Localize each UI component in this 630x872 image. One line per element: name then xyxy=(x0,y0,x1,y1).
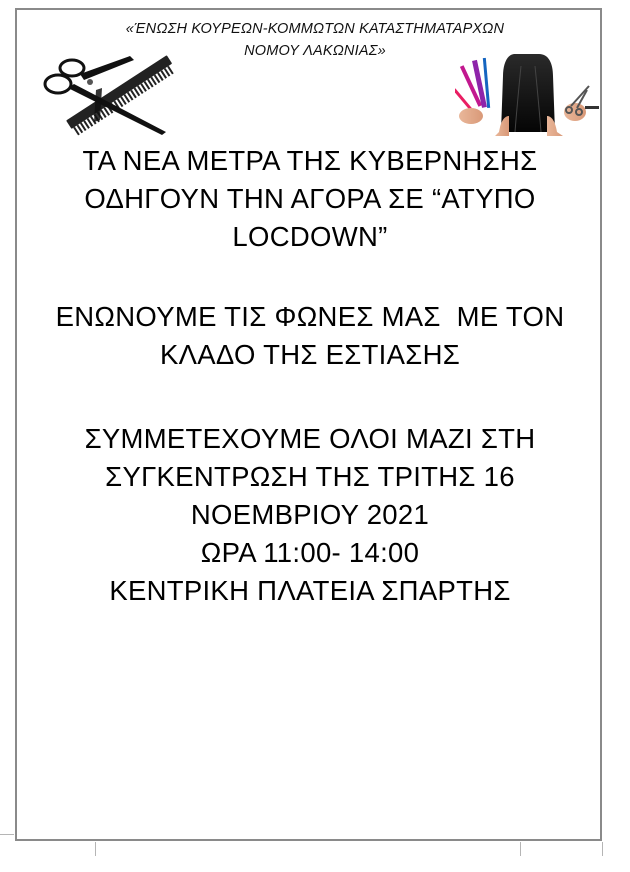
announcement-line: ΚΛΑΔΟ ΤΗΣ ΕΣΤΙΑΣΗΣ xyxy=(159,339,461,370)
announcement-line: ΤΑ ΝΕΑ ΜΕΤΡΑ ΤΗΣ ΚΥΒΕΡΝΗΣΗΣ xyxy=(82,145,538,176)
announcement-line: ΕΝΩΝΟΥΜΕ ΤΙΣ ΦΩΝΕΣ ΜΑΣ ΜΕ ΤΟΝ xyxy=(55,301,565,332)
announcement-line: ΩΡΑ 11:00- 14:00 xyxy=(200,537,420,568)
announcement-line: ΝΟΕΜΒΡΙΟΥ 2021 xyxy=(190,499,430,530)
hair-salon-image xyxy=(455,46,601,136)
announcement-block-1 xyxy=(30,142,590,256)
announcement-block-2 xyxy=(30,298,590,374)
announcement-line: LOCDOWN” xyxy=(232,221,388,252)
scissors-comb-icon xyxy=(38,50,190,138)
announcement-line: ΣΥΓΚΕΝΤΡΩΣΗ ΤΗΣ ΤΡΙΤΗΣ 16 xyxy=(105,461,515,492)
announcement-line: ΚΕΝΤΡΙΚΗ ΠΛΑΤΕΙΑ ΣΠΑΡΤΗΣ xyxy=(109,575,511,606)
crop-mark xyxy=(602,842,603,856)
crop-mark xyxy=(95,842,96,856)
announcement-line: ΟΔΗΓΟΥΝ ΤΗΝ ΑΓΟΡΑ ΣΕ “ΑΤΥΠΟ xyxy=(84,183,536,214)
announcement-line: ΣΥΜΜΕΤΕΧΟΥΜΕ ΟΛΟΙ ΜΑΖΙ ΣΤΗ xyxy=(84,423,536,454)
announcement-block-3 xyxy=(30,420,590,610)
crop-mark xyxy=(520,842,521,856)
header-line-1: «ΈΝΩΣΗ ΚΟΥΡΕΩΝ-ΚΟΜΜΩΤΩΝ ΚΑΤΑΣΤΗΜΑΤΑΡΧΩΝ xyxy=(125,21,505,37)
header-line-2: ΝΟΜΟΥ ΛΑΚΩΝΙΑΣ» xyxy=(244,43,386,59)
crop-mark xyxy=(0,834,14,835)
